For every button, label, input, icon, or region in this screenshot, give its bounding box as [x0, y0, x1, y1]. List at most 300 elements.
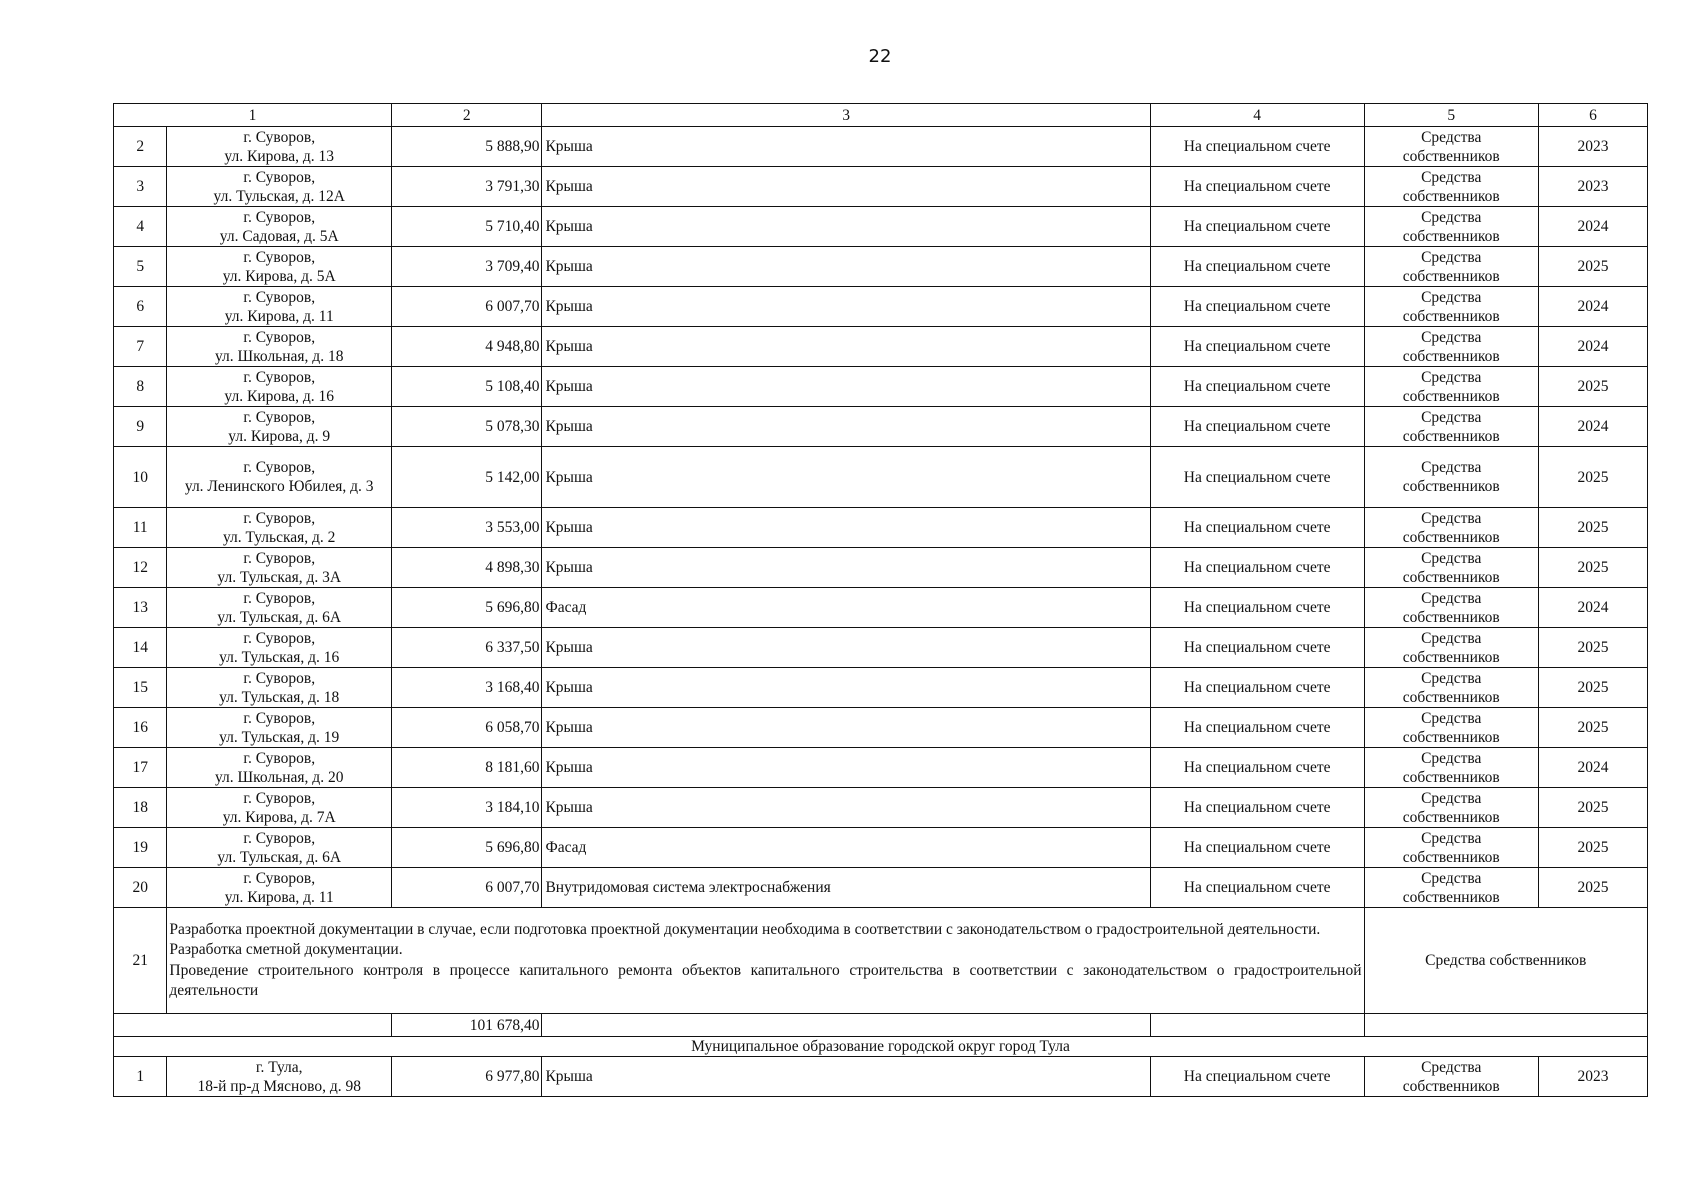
work-type-cell-text: Крыша	[545, 679, 593, 696]
table-row	[114, 708, 1648, 748]
address-cell	[167, 548, 392, 588]
area-cell	[392, 628, 542, 668]
total-row	[114, 1014, 1648, 1037]
row-number-text: 7	[136, 338, 145, 355]
area-cell	[392, 287, 542, 327]
total-area-cell	[392, 1014, 542, 1037]
address-cell	[167, 588, 392, 628]
table-row	[114, 548, 1648, 588]
funding-source-cell	[1364, 548, 1538, 588]
area-cell-text: 5 696,80	[485, 839, 540, 856]
empty-cell	[114, 1014, 392, 1037]
fund-method-cell-text: На специальном счете	[1183, 719, 1331, 736]
address-cell-text: ул. Кирова, д. 16	[224, 387, 334, 405]
work-type-cell	[542, 508, 1150, 548]
funding-source-cell	[1364, 748, 1538, 788]
row-number-text: 14	[132, 639, 148, 656]
address-cell-text: ул. Тульская, д. 19	[219, 728, 340, 746]
address-cell-text: г. Суворов,	[243, 829, 316, 847]
address-cell-text: ул. Тульская, д. 18	[219, 688, 340, 706]
fund-method-cell-text: На специальном счете	[1183, 418, 1331, 435]
row-number-text: 2	[136, 138, 145, 155]
funding-source-cell-text: собственников	[1402, 808, 1500, 826]
address-cell-text: г. Суворов,	[243, 168, 316, 186]
area-cell	[392, 508, 542, 548]
area-cell	[392, 167, 542, 207]
header-col-5: 5	[1364, 104, 1538, 127]
funding-source-cell	[1364, 127, 1538, 167]
table-row-documentation	[114, 908, 1648, 1014]
address-cell-text: ул. Тульская, д. 16	[219, 648, 340, 666]
table-row	[114, 748, 1648, 788]
work-type-cell	[542, 167, 1150, 207]
funding-source-cell	[1364, 708, 1538, 748]
funding-source-cell-text: Средства	[1421, 829, 1482, 847]
work-type-cell	[542, 748, 1150, 788]
row-number	[114, 668, 167, 708]
funding-source-cell-text: собственников	[1402, 1077, 1500, 1095]
header-col-1: 1	[114, 104, 392, 127]
address-cell-text: ул. Тульская, д. 3А	[217, 568, 342, 586]
year-cell	[1538, 1057, 1647, 1097]
row-number	[114, 908, 167, 1014]
fund-method-cell-text: На специальном счете	[1183, 759, 1331, 776]
area-cell-text: 6 977,80	[485, 1068, 540, 1085]
area-cell	[392, 868, 542, 908]
address-cell-text: г. Суворов,	[243, 629, 316, 647]
row-number-text: 8	[136, 378, 145, 395]
description-line: Разработка проектной документации в случае, если подготовка проектной документации необходима в соответствии с законодательством о градостроительной деятельности.	[169, 920, 1321, 938]
table-row	[114, 207, 1648, 247]
funding-source-cell	[1364, 447, 1538, 508]
work-type-cell-text: Крыша	[545, 1068, 593, 1085]
work-type-cell	[542, 788, 1150, 828]
table-row	[114, 828, 1648, 868]
address-cell	[167, 788, 392, 828]
funding-source-cell	[1364, 668, 1538, 708]
funding-source-cell-text: Средства	[1421, 509, 1482, 527]
year-cell	[1538, 327, 1647, 367]
work-type-cell-text: Крыша	[545, 418, 593, 435]
year-cell-text: 2024	[1577, 418, 1609, 435]
table-row	[114, 247, 1648, 287]
address-cell-text: ул. Садовая, д. 5А	[219, 227, 339, 245]
year-cell-text: 2025	[1577, 559, 1609, 576]
work-type-cell	[542, 287, 1150, 327]
fund-method-cell-text: На специальном счете	[1183, 639, 1331, 656]
table-row	[114, 508, 1648, 548]
header-col-3: 3	[542, 104, 1150, 127]
funding-source-cell-text: Средства	[1421, 408, 1482, 426]
work-type-cell	[542, 1057, 1150, 1097]
funding-source-cell	[1364, 207, 1538, 247]
row-number	[114, 788, 167, 828]
capital-repair-table	[113, 103, 1648, 1097]
address-cell-text: ул. Кирова, д. 9	[228, 427, 331, 445]
fund-method-cell-text: На специальном счете	[1183, 519, 1331, 536]
fund-method-cell	[1150, 748, 1364, 788]
row-number	[114, 367, 167, 407]
work-type-cell	[542, 828, 1150, 868]
work-type-cell	[542, 367, 1150, 407]
row-number-text: 9	[136, 418, 145, 435]
fund-method-cell	[1150, 708, 1364, 748]
year-cell-text: 2025	[1577, 879, 1609, 896]
table-row	[114, 407, 1648, 447]
row-number	[114, 127, 167, 167]
area-cell-text: 5 710,40	[485, 218, 540, 235]
fund-method-cell	[1150, 588, 1364, 628]
fund-method-cell-text: На специальном счете	[1183, 799, 1331, 816]
address-cell-text: г. Суворов,	[243, 459, 316, 476]
empty-cell	[542, 1014, 1150, 1037]
row-number-text: 18	[132, 799, 148, 816]
row-number-text: 19	[132, 839, 148, 856]
year-cell-text: 2025	[1577, 378, 1609, 395]
funding-source-cell	[1364, 508, 1538, 548]
address-cell-text: ул. Кирова, д. 13	[224, 147, 334, 165]
area-cell	[392, 548, 542, 588]
year-cell	[1538, 788, 1647, 828]
address-cell-text: г. Суворов,	[243, 509, 316, 527]
year-cell	[1538, 207, 1647, 247]
table-row	[114, 127, 1648, 167]
fund-method-cell-text: На специальном счете	[1183, 298, 1331, 315]
row-number-text: 20	[132, 879, 148, 896]
funding-source-cell	[1364, 828, 1538, 868]
row-number	[114, 508, 167, 548]
address-cell	[167, 868, 392, 908]
funding-source-cell-text: Средства	[1421, 328, 1482, 346]
work-type-cell	[542, 247, 1150, 287]
address-cell	[167, 167, 392, 207]
row-number	[114, 868, 167, 908]
empty-cell	[1150, 1014, 1364, 1037]
funding-source-cell-text: собственников	[1402, 147, 1500, 165]
address-cell-text: ул. Тульская, д. 6А	[217, 608, 342, 626]
year-cell-text: 2025	[1577, 639, 1609, 656]
fund-method-cell	[1150, 127, 1364, 167]
fund-method-cell-text: На специальном счете	[1183, 338, 1331, 355]
row-number-text: 21	[132, 952, 148, 969]
funding-source-cell-text: собственников	[1402, 387, 1500, 405]
fund-method-cell	[1150, 548, 1364, 588]
address-cell	[167, 327, 392, 367]
address-cell-text: г. Суворов,	[243, 288, 316, 306]
work-type-cell-text: Фасад	[545, 839, 587, 856]
year-cell	[1538, 287, 1647, 327]
year-cell-text: 2024	[1577, 298, 1609, 315]
address-cell-text: г. Суворов,	[243, 669, 316, 687]
address-cell	[167, 127, 392, 167]
work-type-cell	[542, 708, 1150, 748]
year-cell-text: 2024	[1577, 599, 1609, 616]
row-number	[114, 828, 167, 868]
section-header-row	[114, 1037, 1648, 1057]
fund-method-cell	[1150, 668, 1364, 708]
year-cell-text: 2023	[1577, 138, 1609, 155]
year-cell	[1538, 828, 1647, 868]
table-row	[114, 447, 1648, 508]
row-number	[114, 748, 167, 788]
funding-source-cell-text: собственников	[1402, 688, 1500, 706]
funding-source-cell-text: Средства	[1421, 1058, 1482, 1076]
funding-source-cell-text: Средства	[1421, 669, 1482, 687]
work-type-cell	[542, 127, 1150, 167]
table-row	[114, 327, 1648, 367]
address-cell-text: ул. Тульская, д. 6А	[217, 848, 342, 866]
section-title-text: Муниципальное образование городской округ город Тула	[691, 1038, 1070, 1055]
address-cell-text: г. Суворов,	[243, 789, 316, 807]
area-cell-text: 3 791,30	[485, 178, 540, 195]
address-cell-text: г. Суворов,	[243, 408, 316, 426]
area-cell-text: 3 168,40	[485, 679, 540, 696]
funding-source-cell-text: Средства	[1421, 789, 1482, 807]
fund-method-cell	[1150, 327, 1364, 367]
work-type-cell-text: Крыша	[545, 799, 593, 816]
address-cell-text: г. Суворов,	[243, 749, 316, 767]
funding-source-cell-text: Средства	[1421, 248, 1482, 266]
area-cell-text: 5 078,30	[485, 418, 540, 435]
year-cell	[1538, 407, 1647, 447]
area-cell-text: 8 181,60	[485, 759, 540, 776]
work-type-cell	[542, 588, 1150, 628]
row-number	[114, 287, 167, 327]
area-cell	[392, 748, 542, 788]
address-cell	[167, 367, 392, 407]
year-cell	[1538, 628, 1647, 668]
header-col-6: 6	[1538, 104, 1647, 127]
work-type-cell-text: Крыша	[545, 138, 593, 155]
row-number-text: 6	[136, 298, 145, 315]
year-cell-text: 2025	[1577, 258, 1609, 275]
funding-source-cell-text: Средства	[1421, 709, 1482, 727]
area-cell	[392, 788, 542, 828]
header-col-4: 4	[1150, 104, 1364, 127]
address-cell	[167, 668, 392, 708]
table-row	[114, 868, 1648, 908]
row-number	[114, 247, 167, 287]
funding-source-cell-text: собственников	[1402, 568, 1500, 586]
fund-method-cell	[1150, 508, 1364, 548]
funding-source-cell-text: Средства	[1421, 168, 1482, 186]
work-type-cell-text: Крыша	[545, 639, 593, 656]
fund-method-cell-text: На специальном счете	[1183, 258, 1331, 275]
year-cell	[1538, 868, 1647, 908]
work-type-cell	[542, 548, 1150, 588]
funding-source-cell-text: собственников	[1402, 478, 1500, 495]
year-cell	[1538, 447, 1647, 508]
work-type-cell-text: Крыша	[545, 468, 593, 486]
year-cell	[1538, 167, 1647, 207]
fund-method-cell	[1150, 287, 1364, 327]
funding-source-cell-text: собственников	[1402, 848, 1500, 866]
table-row	[114, 588, 1648, 628]
year-cell	[1538, 508, 1647, 548]
area-cell-text: 5 108,40	[485, 378, 540, 395]
year-cell-text: 2025	[1577, 679, 1609, 696]
year-cell-text: 2025	[1577, 519, 1609, 536]
funding-source-cell-text: Средства	[1421, 128, 1482, 146]
fund-method-cell-text: На специальном счете	[1183, 599, 1331, 616]
work-type-cell	[542, 407, 1150, 447]
year-cell	[1538, 127, 1647, 167]
area-cell-text: 6 058,70	[485, 719, 540, 736]
work-type-cell	[542, 327, 1150, 367]
area-cell	[392, 447, 542, 508]
fund-method-cell-text: На специальном счете	[1183, 1068, 1331, 1085]
funding-source-cell-text: Средства	[1421, 459, 1482, 476]
address-cell	[167, 708, 392, 748]
address-cell	[167, 447, 392, 508]
funding-source-cell	[1364, 327, 1538, 367]
address-cell	[167, 1057, 392, 1097]
row-number-text: 17	[132, 759, 148, 776]
address-cell-text: ул. Кирова, д. 11	[224, 888, 334, 906]
work-type-cell-text: Крыша	[545, 759, 593, 776]
row-number	[114, 1057, 167, 1097]
address-cell-text: г. Суворов,	[243, 709, 316, 727]
work-type-cell	[542, 868, 1150, 908]
address-cell	[167, 207, 392, 247]
address-cell	[167, 407, 392, 447]
work-type-cell-text: Крыша	[545, 719, 593, 736]
funding-source-cell-text: Средства	[1421, 629, 1482, 647]
year-cell	[1538, 708, 1647, 748]
address-cell-text: ул. Кирова, д. 5А	[222, 267, 336, 285]
area-cell-text: 4 898,30	[485, 559, 540, 576]
work-type-cell-text: Крыша	[545, 559, 593, 576]
area-cell-text: 5 142,00	[485, 468, 540, 486]
year-cell	[1538, 548, 1647, 588]
area-cell-text: 3 709,40	[485, 258, 540, 275]
year-cell	[1538, 668, 1647, 708]
table-row	[114, 367, 1648, 407]
fund-method-cell	[1150, 828, 1364, 868]
row-number-text: 5	[136, 258, 145, 275]
description-line: Разработка сметной документации.	[169, 941, 403, 958]
funding-source-cell-text: собственников	[1402, 888, 1500, 906]
funding-source-cell-text: собственников	[1402, 267, 1500, 285]
year-cell	[1538, 247, 1647, 287]
year-cell-text: 2025	[1577, 468, 1609, 486]
fund-method-cell	[1150, 367, 1364, 407]
funding-source-cell-text: собственников	[1402, 307, 1500, 325]
area-cell-text: 3 184,10	[485, 799, 540, 816]
area-cell-text: 6 007,70	[485, 298, 540, 315]
area-cell	[392, 668, 542, 708]
funding-source-cell-text: Средства	[1421, 869, 1482, 887]
column-number-header	[114, 104, 1648, 127]
empty-cell	[1364, 1014, 1647, 1037]
year-cell-text: 2025	[1577, 799, 1609, 816]
table-row	[114, 628, 1648, 668]
row-number	[114, 548, 167, 588]
address-cell	[167, 247, 392, 287]
header-col-2: 2	[392, 104, 542, 127]
work-type-cell	[542, 447, 1150, 508]
funding-source-cell-text: собственников	[1402, 347, 1500, 365]
funding-source-cell	[1364, 247, 1538, 287]
address-cell-text: г. Суворов,	[243, 589, 316, 607]
area-cell-text: 6 007,70	[485, 879, 540, 896]
funding-source-cell-text: Средства собственников	[1425, 952, 1587, 969]
work-type-cell-text: Крыша	[545, 378, 593, 395]
area-cell	[392, 127, 542, 167]
row-number	[114, 447, 167, 508]
row-number-text: 11	[132, 519, 148, 536]
area-cell-text: 6 337,50	[485, 639, 540, 656]
fund-method-cell-text: На специальном счете	[1183, 839, 1331, 856]
row-number	[114, 167, 167, 207]
area-cell-text: 3 553,00	[485, 519, 540, 536]
area-cell	[392, 828, 542, 868]
fund-method-cell	[1150, 447, 1364, 508]
address-cell-text: ул. Кирова, д. 11	[224, 307, 334, 325]
work-type-cell-text: Крыша	[545, 338, 593, 355]
address-cell-text: г. Суворов,	[243, 208, 316, 226]
documentation-description-cell	[167, 908, 1364, 1014]
address-cell-text: г. Тула,	[255, 1058, 303, 1076]
table-row	[114, 1057, 1648, 1097]
year-cell-text: 2025	[1577, 719, 1609, 736]
area-cell	[392, 588, 542, 628]
funding-source-cell	[1364, 1057, 1538, 1097]
funding-source-cell-text: собственников	[1402, 768, 1500, 786]
area-cell	[392, 407, 542, 447]
address-cell	[167, 628, 392, 668]
area-cell-text: 4 948,80	[485, 338, 540, 355]
row-number-text: 4	[136, 218, 145, 235]
address-cell	[167, 748, 392, 788]
funding-source-cell	[1364, 367, 1538, 407]
row-number	[114, 327, 167, 367]
fund-method-cell	[1150, 868, 1364, 908]
work-type-cell	[542, 628, 1150, 668]
fund-method-cell-text: На специальном счете	[1183, 559, 1331, 576]
work-type-cell-text: Крыша	[545, 218, 593, 235]
area-cell	[392, 708, 542, 748]
row-number-text: 15	[132, 679, 148, 696]
fund-method-cell	[1150, 628, 1364, 668]
fund-method-cell	[1150, 1057, 1364, 1097]
area-cell	[392, 247, 542, 287]
work-type-cell-text: Крыша	[545, 178, 593, 195]
row-number-text: 13	[132, 599, 148, 616]
funding-source-cell-text: собственников	[1402, 187, 1500, 205]
area-cell	[392, 1057, 542, 1097]
row-number-text: 12	[132, 559, 148, 576]
funding-source-cell-text: Средства	[1421, 208, 1482, 226]
funding-source-cell-text: собственников	[1402, 227, 1500, 245]
address-cell	[167, 828, 392, 868]
work-type-cell	[542, 668, 1150, 708]
address-cell-text: г. Суворов,	[243, 248, 316, 266]
area-cell	[392, 327, 542, 367]
work-type-cell-text: Крыша	[545, 298, 593, 315]
fund-method-cell	[1150, 167, 1364, 207]
funding-source-cell-text: собственников	[1402, 608, 1500, 626]
address-cell-text: ул. Тульская, д. 2	[222, 528, 336, 546]
page-number: 22	[868, 46, 892, 67]
funding-source-cell	[1364, 287, 1538, 327]
funding-source-cell-text: собственников	[1402, 427, 1500, 445]
fund-method-cell	[1150, 247, 1364, 287]
table-row	[114, 668, 1648, 708]
description-line: Проведение строительного контроля в процессе капитального ремонта объектов капитального строительства в соответствии с законодательством о градостроительной деятельности	[169, 961, 1362, 999]
work-type-cell-text: Фасад	[545, 599, 587, 616]
work-type-cell-text: Внутридомовая система электроснабжения	[545, 879, 831, 896]
